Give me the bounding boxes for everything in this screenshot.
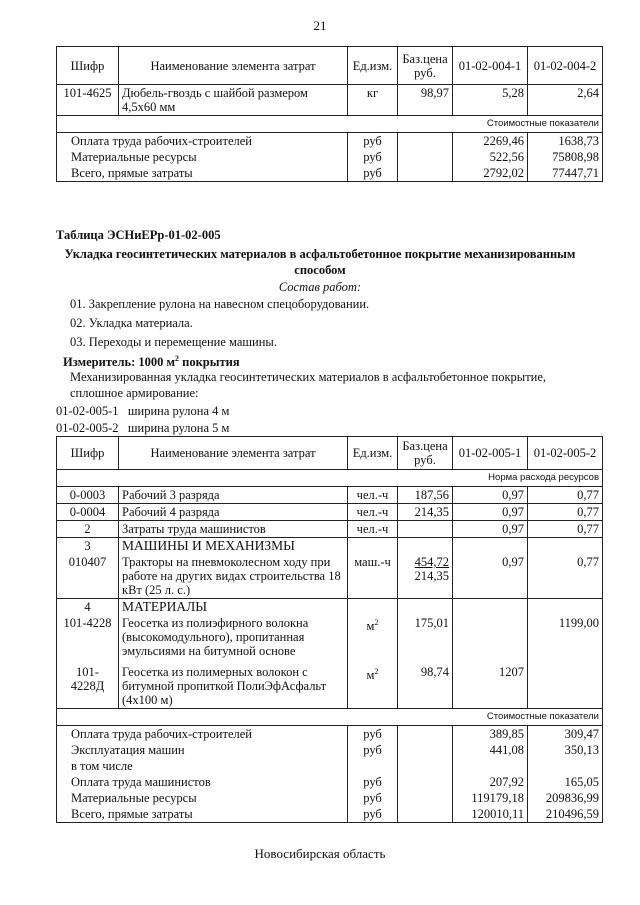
- works-item: 03. Переходы и перемещение машины.: [70, 335, 277, 349]
- variant-item: 01-02-005-2 ширина рулона 5 м: [56, 421, 230, 435]
- table-row: 010407 Тракторы на пневмоколесном ходу при работе на других видах строительства 18 кВт (25 л. с.) маш.-ч 454,72 214,35 0,97 0,77: [57, 554, 603, 599]
- summary-row: Всего, прямые затраты руб 120010,11 210496,59: [57, 806, 603, 823]
- header-col1: 01-02-005-1: [453, 437, 528, 470]
- section-label: Стоимостные показатели: [57, 116, 603, 133]
- summary-row: Оплата труда рабочих-строителей руб 389,85 309,47: [57, 726, 603, 743]
- section-row: 4 МАТЕРИАЛЫ: [57, 599, 603, 616]
- table-title: Таблица ЭСНиЕРр-01-02-005: [56, 228, 221, 242]
- section-row: 3 МАШИНЫ И МЕХАНИЗМЫ: [57, 538, 603, 555]
- header-col2: 01-02-004-2: [528, 47, 603, 85]
- table-row: 2 Затраты труда машинистов чел.-ч 0,97 0,77: [57, 521, 603, 538]
- table-row: 101-4625 Дюбель-гвоздь с шайбой размером 4,5х60 мм кг 98,97 5,28 2,64: [57, 85, 603, 116]
- header-base-price: Баз.цена руб.: [398, 437, 453, 470]
- summary-row: Оплата труда машинистов руб 207,92 165,05: [57, 774, 603, 790]
- summary-row: Эксплуатация машин руб 441,08 350,13: [57, 742, 603, 758]
- variants: [56, 403, 616, 437]
- summary-row: Материальные ресурсы руб 119179,18 209836,99: [57, 790, 603, 806]
- header-unit: Ед.изм.: [348, 437, 398, 470]
- table-01-02-005: [56, 436, 603, 823]
- header-code: Шифр: [57, 47, 119, 85]
- header-col2: 01-02-005-2: [528, 437, 603, 470]
- header-base-price: Баз.цена руб.: [398, 47, 453, 85]
- description: Механизированная укладка геосинтетических материалов в асфальтобетонное покрытие, сплошное армирование:: [70, 370, 547, 400]
- works-list: [70, 296, 630, 353]
- table-subtitle: Укладка геосинтетических материалов в асфальтобетонное покрытие механизированным способом: [64, 247, 576, 277]
- section-label: Стоимостные показатели: [57, 709, 603, 726]
- works-title: Состав работ:: [278, 280, 362, 294]
- table-row: 0-0003 Рабочий 3 разряда чел.-ч 187,56 0,97 0,77: [57, 487, 603, 504]
- summary-row: Всего, прямые затраты руб 2792,02 77447,71: [57, 165, 603, 182]
- header-col1: 01-02-004-1: [453, 47, 528, 85]
- summary-row: Оплата труда рабочих-строителей руб 2269,46 1638,73: [57, 133, 603, 150]
- works-item: 01. Закрепление рулона на навесном спецоборудовании.: [70, 297, 370, 311]
- footer-region: Новосибирская область: [254, 846, 386, 861]
- summary-row: в том числе: [57, 758, 603, 774]
- works-item: 02. Укладка материала.: [70, 316, 193, 330]
- header-code: Шифр: [57, 437, 119, 470]
- norm-label: Норма расхода ресурсов: [57, 470, 603, 487]
- table-01-02-004: [56, 46, 603, 182]
- variant-item: 01-02-005-1 ширина рулона 4 м: [56, 404, 230, 418]
- table-row: 0-0004 Рабочий 4 разряда чел.-ч 214,35 0,97 0,77: [57, 504, 603, 521]
- header-unit: Ед.изм.: [348, 47, 398, 85]
- summary-row: Материальные ресурсы руб 522,56 75808,98: [57, 149, 603, 165]
- page-number: 21: [313, 18, 327, 33]
- table-row: 101-4228 Геосетка из полиэфирного волокна (высокомодульного), пропитанная эмульсиями на битумной основе $м^2$ 175,01 1199,00: [57, 615, 603, 659]
- header-name: Наименование элемента затрат: [119, 437, 348, 470]
- table-row: 101-4228Д Геосетка из полимерных волокон с битумной пропиткой ПолиЭфАсфальт (4х100 м) $м^2$ 98,74 1207: [57, 659, 603, 709]
- meter-line: Измеритель: 1000 $м^2$ покрытия: [63, 354, 240, 370]
- header-name: Наименование элемента затрат: [119, 47, 348, 85]
